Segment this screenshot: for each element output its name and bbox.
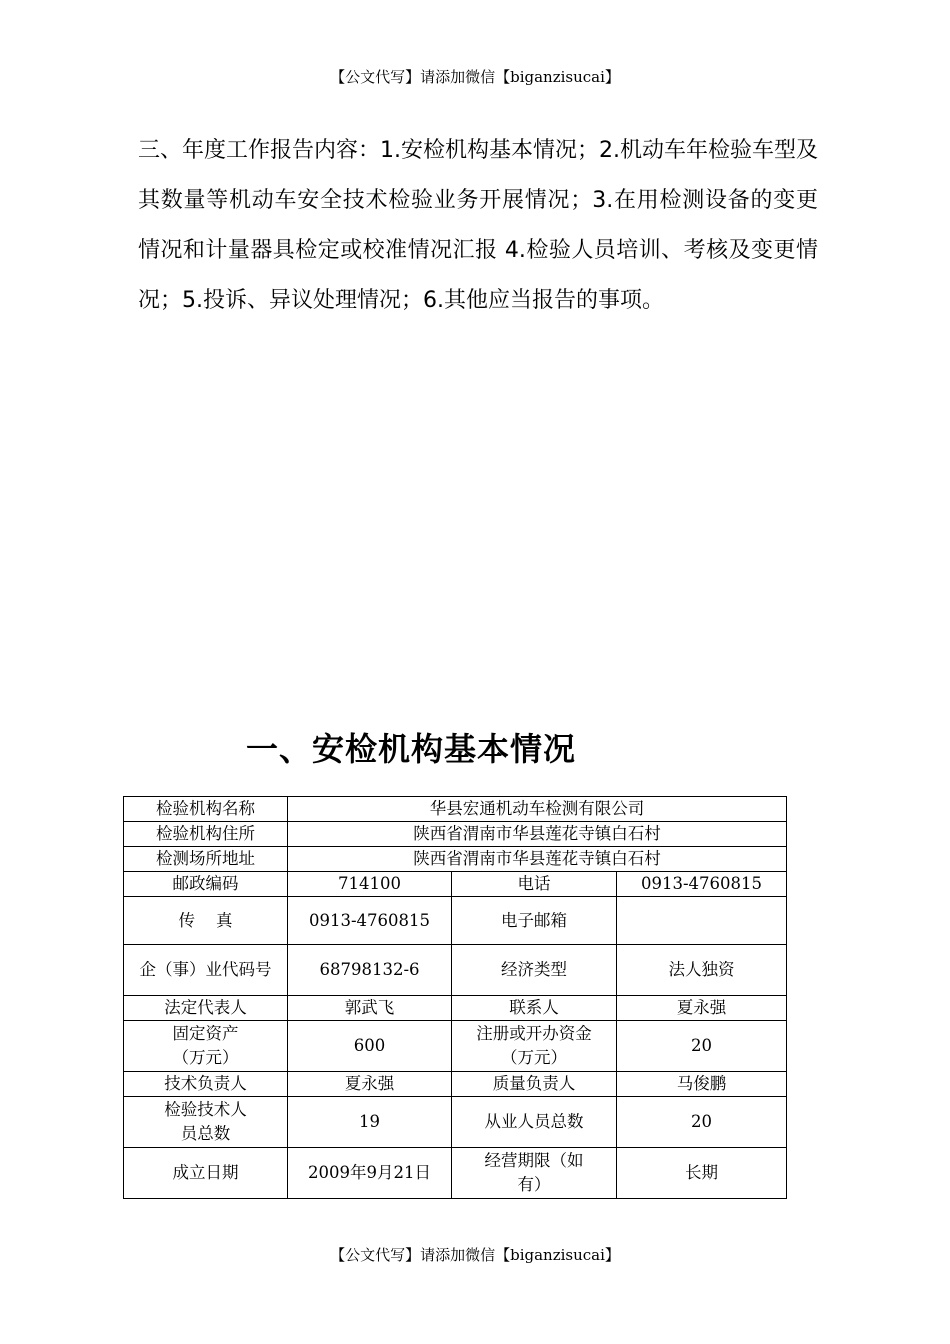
page-footer: 【公文代写】请添加微信【biganzisucai】	[330, 1246, 620, 1264]
staff-label: 从业人员总数	[452, 1097, 617, 1148]
legal-value: 郭武飞	[288, 996, 452, 1021]
capital-label: 注册或开办资金（万元）	[452, 1021, 617, 1072]
assets-value: 600	[288, 1021, 452, 1072]
postcode-value: 714100	[288, 872, 452, 897]
founded-value: 2009年9月21日	[288, 1148, 452, 1199]
contact-label: 联系人	[452, 996, 617, 1021]
phone-label: 电话	[452, 872, 617, 897]
quality-label: 质量负责人	[452, 1072, 617, 1097]
table-row	[124, 1097, 787, 1148]
name-label: 检验机构名称	[124, 797, 288, 822]
table-row	[124, 897, 787, 945]
inspectors-value: 19	[288, 1097, 452, 1148]
address-value: 陕西省渭南市华县莲花寺镇白石村	[288, 822, 787, 847]
email-label: 电子邮箱	[452, 897, 617, 945]
report-content-paragraph: 三、年度工作报告内容：1.安检机构基本情况；2.机动车年检验车型及其数量等机动车安全技术检验业务开展情况；3.在用检测设备的变更情况和计量器具检定或校准情况汇报 4.检验人员培训、考核及变更情况；5.投诉、异议处理情况；6.其他应当报告的事项。	[138, 138, 818, 313]
table-row	[124, 945, 787, 996]
page-header: 【公文代写】请添加微信【biganzisucai】	[330, 68, 620, 86]
table-row	[124, 872, 787, 897]
assets-label: 固定资产（万元）	[124, 1021, 288, 1072]
table-row	[124, 1072, 787, 1097]
code-label: 企（事）业代码号	[124, 945, 288, 996]
inspectors-label: 检验技术人员总数	[124, 1097, 288, 1148]
legal-label: 法定代表人	[124, 996, 288, 1021]
email-value	[617, 897, 787, 945]
tech-value: 夏永强	[288, 1072, 452, 1097]
table-row	[124, 797, 787, 822]
code-value: 68798132-6	[288, 945, 452, 996]
fax-label: 传 真	[124, 897, 288, 945]
tech-label: 技术负责人	[124, 1072, 288, 1097]
contact-value: 夏永强	[617, 996, 787, 1021]
term-value: 长期	[617, 1148, 787, 1199]
econ-value: 法人独资	[617, 945, 787, 996]
fax-value: 0913-4760815	[288, 897, 452, 945]
postcode-label: 邮政编码	[124, 872, 288, 897]
table-row	[124, 1021, 787, 1072]
phone-value: 0913-4760815	[617, 872, 787, 897]
table-row	[124, 847, 787, 872]
table-row	[124, 1148, 787, 1199]
section-title: 一、安检机构基本情况	[246, 730, 577, 768]
staff-value: 20	[617, 1097, 787, 1148]
quality-value: 马俊鹏	[617, 1072, 787, 1097]
site-value: 陕西省渭南市华县莲花寺镇白石村	[288, 847, 787, 872]
site-label: 检测场所地址	[124, 847, 288, 872]
basic-info-table	[123, 796, 787, 1199]
capital-value: 20	[617, 1021, 787, 1072]
table-row	[124, 996, 787, 1021]
name-value: 华县宏通机动车检测有限公司	[288, 797, 787, 822]
table-row	[124, 822, 787, 847]
term-label: 经营期限（如有）	[452, 1148, 617, 1199]
founded-label: 成立日期	[124, 1148, 288, 1199]
address-label: 检验机构住所	[124, 822, 288, 847]
econ-label: 经济类型	[452, 945, 617, 996]
